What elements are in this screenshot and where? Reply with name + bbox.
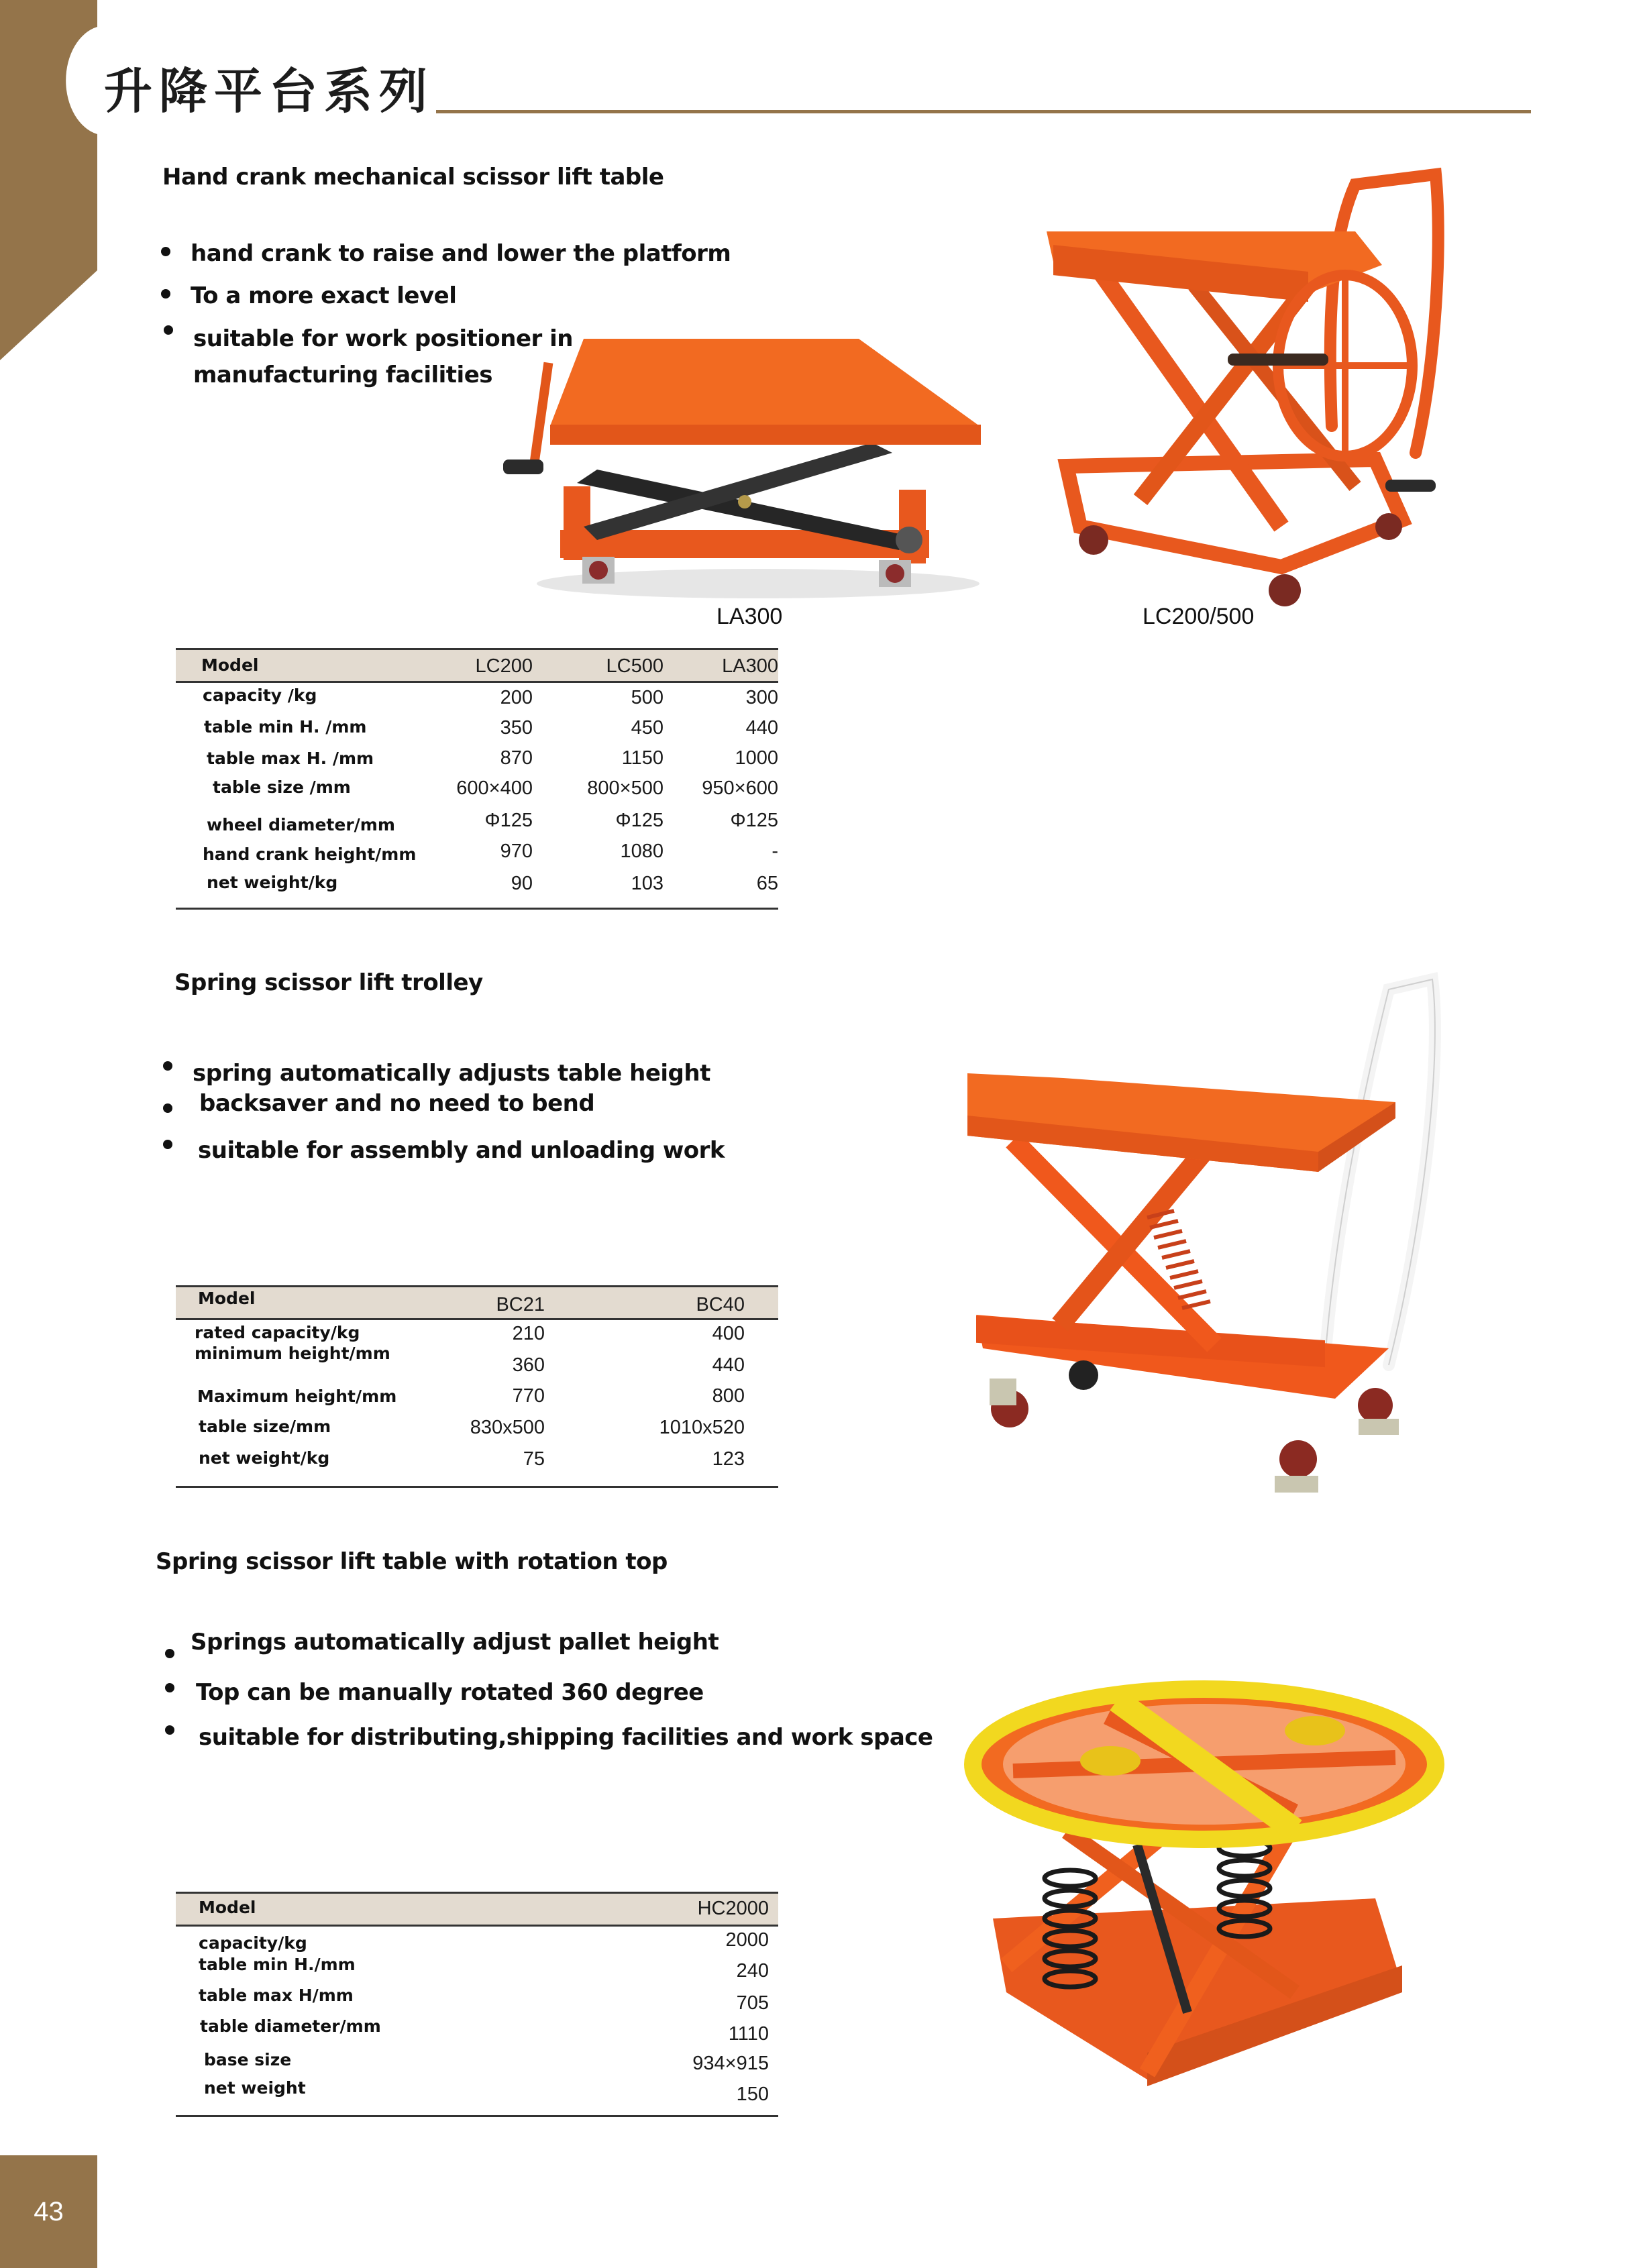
page-number-badge xyxy=(0,2155,97,2268)
bullet-dot-icon xyxy=(164,325,173,335)
table-row: table max H. /mm 870 1150 1000 xyxy=(207,747,778,769)
header-cell: BC40 xyxy=(696,1294,745,1315)
page-title: 升降平台系列 xyxy=(104,63,435,119)
header-cell: Model xyxy=(201,655,259,675)
bullet-dot-icon xyxy=(163,1140,172,1149)
bullet-dot-icon xyxy=(163,1061,172,1071)
header-cell: LC200 xyxy=(475,655,533,677)
hand-crank-scissor-lift-table-photo xyxy=(496,335,993,604)
table-row: rated capacity/kg 210 400 xyxy=(195,1323,745,1344)
section-title-rotation-top: Spring scissor lift table with rotation top xyxy=(156,1548,668,1575)
header-cell: Model xyxy=(199,1898,256,1917)
rotating-spring-lift-table-photo xyxy=(946,1677,1469,2093)
table-row: net weight 150 xyxy=(204,2078,769,2105)
bullet-dot-icon xyxy=(161,289,170,299)
spec-table-spring-trolley xyxy=(176,1285,778,1488)
table-row: table diameter/mm 1110 xyxy=(200,2016,769,2045)
table-row: base size 934×915 xyxy=(204,2050,769,2074)
table-row: net weight/kg 90 103 65 xyxy=(207,873,778,894)
header-cell: LC500 xyxy=(606,655,664,677)
table-row: net weight/kg 75 123 xyxy=(199,1448,745,1470)
bullet-dot-icon xyxy=(163,1103,172,1113)
spec-table-hand-crank xyxy=(176,648,778,910)
section-title-spring-trolley: Spring scissor lift trolley xyxy=(174,969,483,996)
table-row: table min H. /mm 350 450 440 xyxy=(204,717,778,739)
bullet-dot-icon xyxy=(165,1683,174,1692)
table-row: table size/mm 830x500 1010x520 xyxy=(199,1417,745,1438)
bullet-dot-icon xyxy=(161,247,170,256)
bullet-item: suitable for assembly and unloading work xyxy=(198,1137,725,1164)
title-divider xyxy=(436,110,1531,113)
bullet-item: To a more exact level xyxy=(191,282,456,309)
table-row: table size /mm 600×400 800×500 950×600 xyxy=(213,777,778,799)
bullet-item: Springs automatically adjust pallet height xyxy=(191,1629,719,1656)
bullet-item: hand crank to raise and lower the platform xyxy=(191,240,731,267)
bullet-item: suitable for work positioner in xyxy=(193,325,573,352)
bullet-dot-icon xyxy=(165,1725,174,1735)
table-row: wheel diameter/mm Φ125 Φ125 Φ125 xyxy=(207,810,778,834)
header-cell: Model xyxy=(198,1289,256,1308)
section-title-hand-crank: Hand crank mechanical scissor lift table xyxy=(162,164,664,191)
spring-scissor-lift-trolley-photo xyxy=(959,963,1496,1499)
table-header-row xyxy=(176,650,778,683)
brand-strip xyxy=(0,0,97,362)
page-number: 43 xyxy=(34,2196,64,2226)
header-cell: HC2000 xyxy=(697,1898,769,1919)
bullet-item: spring automatically adjusts table height xyxy=(193,1060,710,1087)
spec-table-rotation-top xyxy=(176,1892,778,2117)
bullet-item: suitable for distributing,shipping facilities and work space xyxy=(199,1724,933,1751)
bullet-item: backsaver and no need to bend xyxy=(199,1090,594,1117)
header-cell: BC21 xyxy=(496,1294,545,1315)
table-row: table min H./mm 240 xyxy=(199,1955,769,1982)
table-header-row xyxy=(176,1287,778,1320)
header-cell: LA300 xyxy=(722,655,778,677)
table-row: hand crank height/mm 970 1080 - xyxy=(203,841,778,864)
bullet-dot-icon xyxy=(165,1649,174,1658)
table-row: capacity/kg 2000 xyxy=(199,1929,769,1953)
table-row: capacity /kg 200 500 300 xyxy=(203,686,778,708)
photo-caption-lc200-500: LC200/500 xyxy=(1143,604,1255,629)
table-header-row xyxy=(176,1894,778,1927)
table-row: table max H/mm 705 xyxy=(199,1986,769,2014)
hand-wheel-scissor-lift-trolley-photo xyxy=(1040,164,1449,620)
bullet-continuation: manufacturing facilities xyxy=(193,362,492,388)
table-row: Maximum height/mm 770 800 xyxy=(197,1385,745,1407)
bullet-item: Top can be manually rotated 360 degree xyxy=(196,1679,704,1706)
table-row: minimum height/mm 360 440 xyxy=(195,1344,745,1376)
photo-caption-la300: LA300 xyxy=(717,604,783,629)
